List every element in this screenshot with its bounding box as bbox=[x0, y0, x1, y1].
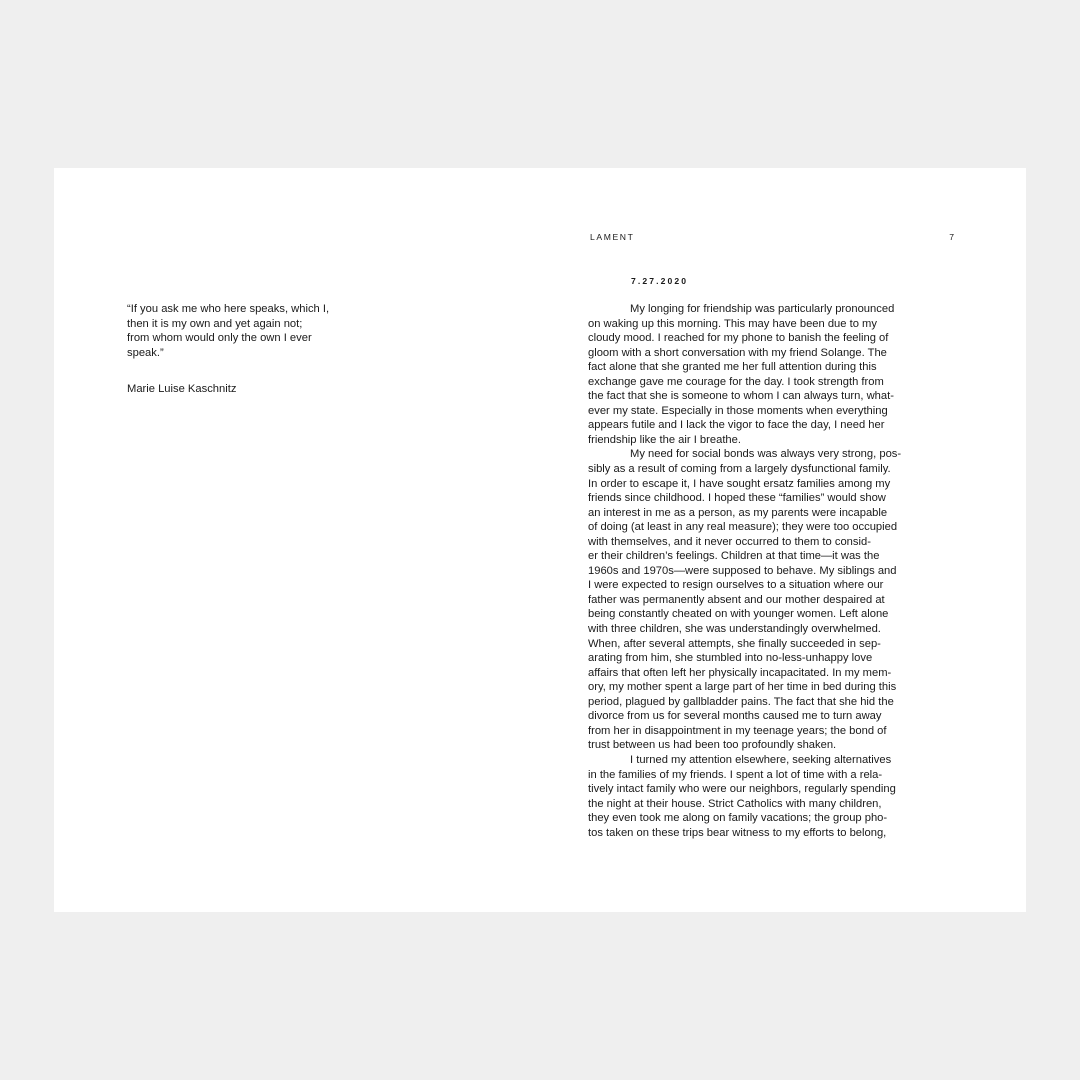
epigraph-line: then it is my own and yet again not; bbox=[127, 317, 303, 330]
epigraph-author: Marie Luise Kaschnitz bbox=[127, 383, 237, 396]
text-line: sibly as a result of coming from a largely dysfunctional family. bbox=[588, 463, 891, 476]
epigraph bbox=[127, 302, 387, 397]
text-line: of doing (at least in any real measure); they were too occupied bbox=[588, 521, 898, 534]
text-line: on waking up this morning. This may have been due to my bbox=[588, 317, 877, 330]
text-line: When, after several attempts, she finally succeeded in sep- bbox=[588, 637, 881, 650]
text-line: tos taken on these trips bear witness to my efforts to belong, bbox=[588, 826, 887, 839]
book-spread bbox=[54, 168, 1026, 912]
epigraph-line: from whom would only the own I ever bbox=[127, 332, 312, 345]
page-number: 7 bbox=[949, 232, 954, 242]
text-line: arating from him, she stumbled into no-less-unhappy love bbox=[588, 652, 873, 665]
text-line: father was permanently absent and our mother despaired at bbox=[588, 593, 885, 606]
text-line: 1960s and 1970s—were supposed to behave. My siblings and bbox=[588, 564, 897, 577]
text-line: the night at their house. Strict Catholics with many children, bbox=[588, 797, 882, 810]
text-line: with themselves, and it never occurred to them to consid- bbox=[588, 535, 871, 548]
text-line: er their children’s feelings. Children at that time—it was the bbox=[588, 550, 880, 563]
text-line: My longing for friendship was particularly pronounced bbox=[630, 303, 895, 315]
epigraph-line: speak.” bbox=[127, 346, 164, 359]
text-line: an interest in me as a person, as my parents were incapable bbox=[588, 506, 888, 519]
text-line: exchange gave me courage for the day. I took strength from bbox=[588, 375, 884, 388]
text-line: ory, my mother spent a large part of her time in bed during this bbox=[588, 681, 897, 694]
running-head: LAMENT bbox=[590, 232, 635, 242]
entry-date: 7.27.2020 bbox=[631, 276, 689, 286]
text-line: with three children, she was understandingly overwhelmed. bbox=[588, 623, 881, 636]
text-line: In order to escape it, I have sought ersatz families among my bbox=[588, 477, 891, 490]
text-line: divorce from us for several months caused me to turn away bbox=[588, 710, 882, 723]
text-line: I were expected to resign ourselves to a situation where our bbox=[588, 579, 884, 592]
text-line: period, plagued by gallbladder pains. The fact that she hid the bbox=[588, 695, 894, 708]
text-line: gloom with a short conversation with my friend Solange. The bbox=[588, 346, 887, 359]
text-line: trust between us had been too profoundly shaken. bbox=[588, 739, 837, 752]
text-line: tively intact family who were our neighbors, regularly spending bbox=[588, 783, 896, 796]
text-line: friendship like the air I breathe. bbox=[588, 433, 741, 446]
epigraph-line: “If you ask me who here speaks, which I, bbox=[127, 303, 330, 315]
text-line: being constantly cheated on with younger women. Left alone bbox=[588, 608, 889, 621]
text-line: in the families of my friends. I spent a lot of time with a rela- bbox=[588, 768, 883, 781]
body-text bbox=[588, 302, 954, 840]
text-line: affairs that often left her physically incapacitated. In my mem- bbox=[588, 666, 892, 679]
text-line: My need for social bonds was always very strong, pos- bbox=[630, 448, 902, 461]
text-line: cloudy mood. I reached for my phone to banish the feeling of bbox=[588, 332, 889, 345]
text-line: the fact that she is someone to whom I can always turn, what- bbox=[588, 390, 894, 403]
text-line: they even took me along on family vacations; the group pho- bbox=[588, 812, 888, 825]
text-line: fact alone that she granted me her full attention during this bbox=[588, 361, 877, 374]
text-line: from her in disappointment in my teenage years; the bond of bbox=[588, 724, 887, 737]
text-line: ever my state. Especially in those moments when everything bbox=[588, 404, 888, 417]
text-line: I turned my attention elsewhere, seeking alternatives bbox=[630, 753, 892, 766]
text-line: appears futile and I lack the vigor to face the day, I need her bbox=[588, 419, 885, 432]
text-line: friends since childhood. I hoped these “families” would show bbox=[588, 492, 886, 505]
